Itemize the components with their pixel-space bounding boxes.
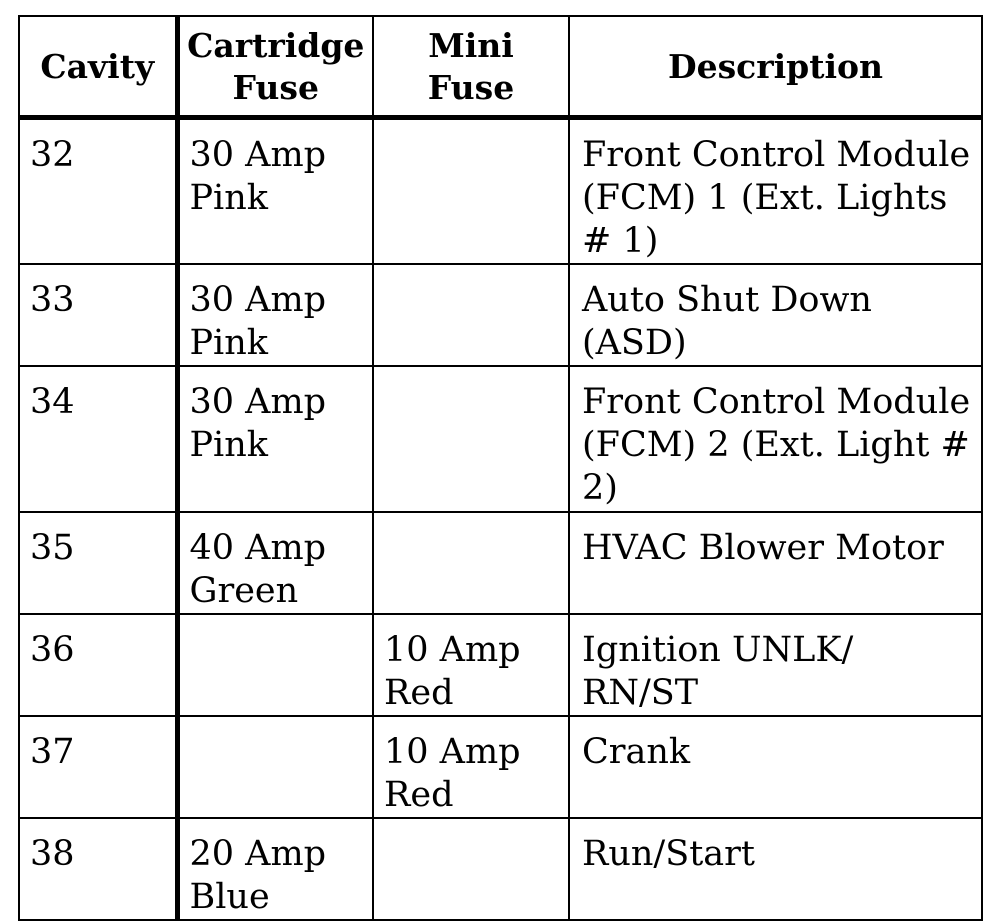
description-cell: Run/Start xyxy=(569,818,982,920)
description-cell: Front Control Module (FCM) 2 (Ext. Light # 2) xyxy=(569,366,982,512)
description-cell: Auto Shut Down (ASD) xyxy=(569,264,982,366)
cartridge-fuse-cell xyxy=(177,716,373,818)
cavity-cell: 33 xyxy=(19,264,177,366)
table-row xyxy=(19,264,982,366)
header-cavity: Cavity xyxy=(19,16,177,118)
cavity-cell: 35 xyxy=(19,512,177,614)
table-row xyxy=(19,118,982,265)
cavity-cell: 38 xyxy=(19,818,177,920)
description-cell: HVAC Blower Motor xyxy=(569,512,982,614)
table-row xyxy=(19,614,982,716)
header-cartridge-fuse: Cartridge Fuse xyxy=(177,16,373,118)
table-header xyxy=(19,16,982,118)
cavity-cell: 36 xyxy=(19,614,177,716)
cartridge-fuse-cell: 30 Amp Pink xyxy=(177,118,373,265)
table-row xyxy=(19,512,982,614)
table-row xyxy=(19,716,982,818)
mini-fuse-cell xyxy=(373,818,569,920)
cavity-cell: 37 xyxy=(19,716,177,818)
table-body xyxy=(19,118,982,921)
cartridge-fuse-cell: 30 Amp Pink xyxy=(177,264,373,366)
cartridge-fuse-cell: 40 Amp Green xyxy=(177,512,373,614)
description-cell: Front Control Module (FCM) 1 (Ext. Lights # 1) xyxy=(569,118,982,265)
mini-fuse-cell: 10 Amp Red xyxy=(373,614,569,716)
header-row xyxy=(19,16,982,118)
cartridge-fuse-cell: 20 Amp Blue xyxy=(177,818,373,920)
table-row xyxy=(19,366,982,512)
mini-fuse-cell xyxy=(373,366,569,512)
mini-fuse-cell xyxy=(373,118,569,265)
table-row xyxy=(19,818,982,920)
header-mini-fuse: Mini Fuse xyxy=(373,16,569,118)
mini-fuse-cell xyxy=(373,264,569,366)
description-cell: Ignition UNLK/ RN/ST xyxy=(569,614,982,716)
mini-fuse-cell xyxy=(373,512,569,614)
cartridge-fuse-cell xyxy=(177,614,373,716)
cavity-cell: 32 xyxy=(19,118,177,265)
mini-fuse-cell: 10 Amp Red xyxy=(373,716,569,818)
fuse-table xyxy=(18,15,983,921)
header-description: Description xyxy=(569,16,982,118)
description-cell: Crank xyxy=(569,716,982,818)
cartridge-fuse-cell: 30 Amp Pink xyxy=(177,366,373,512)
cavity-cell: 34 xyxy=(19,366,177,512)
